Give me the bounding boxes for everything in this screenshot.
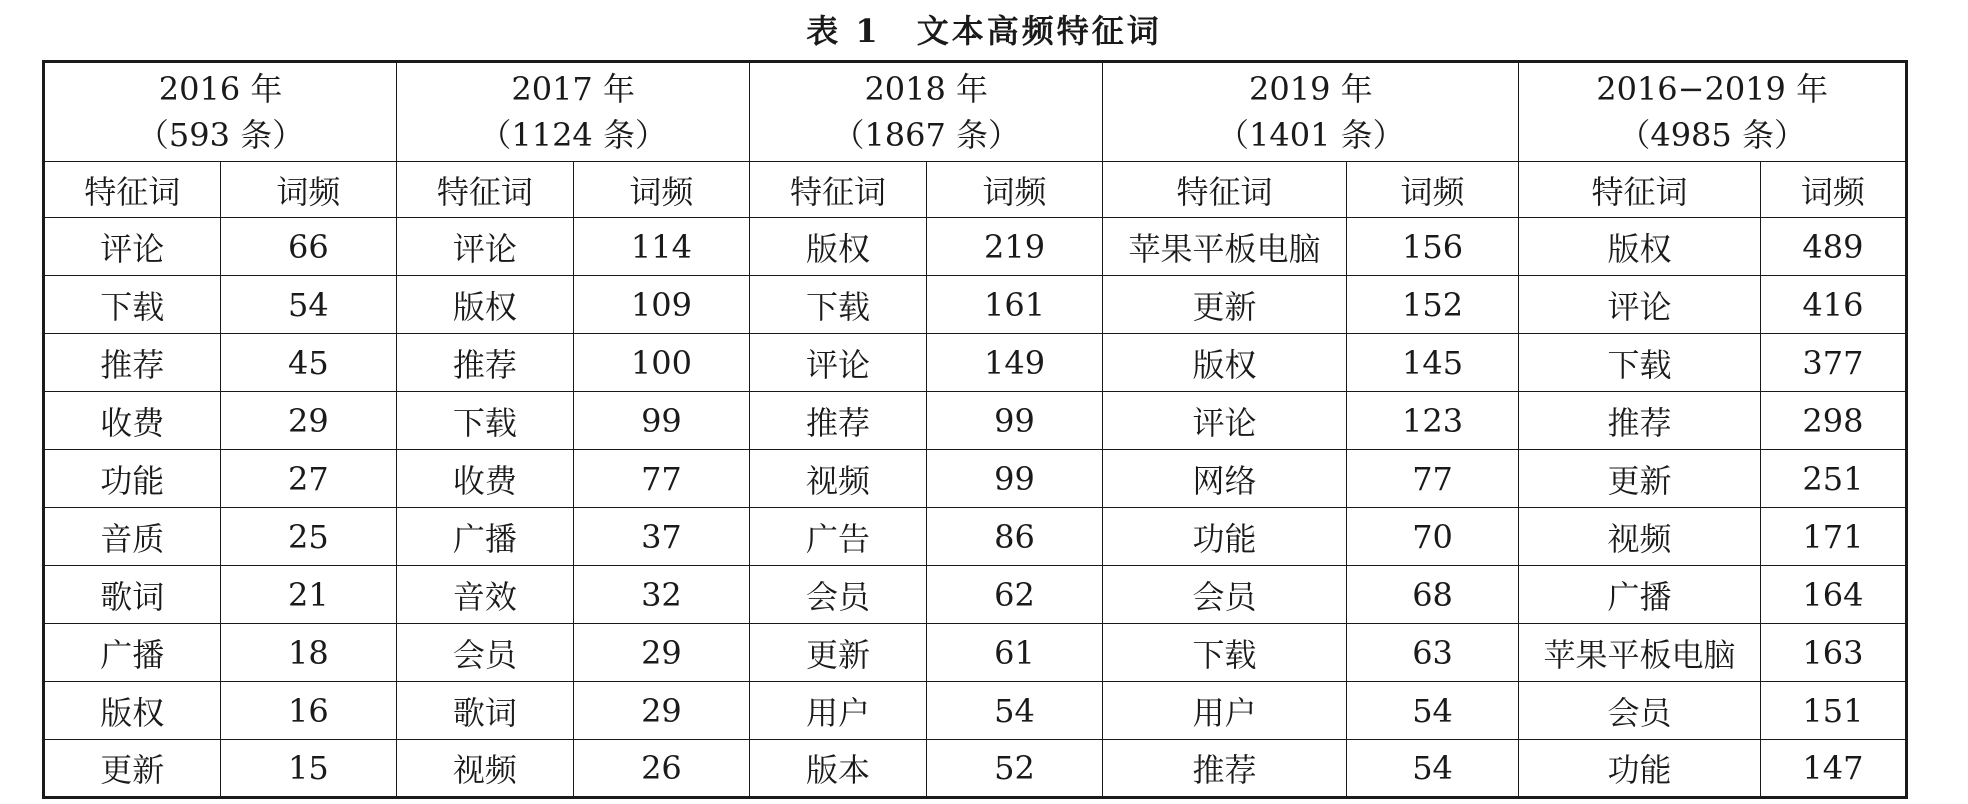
frequency-cell: 15 bbox=[220, 740, 397, 798]
frequency-cell: 52 bbox=[926, 740, 1103, 798]
feature-word-cell: 评论 bbox=[44, 218, 221, 276]
feature-word-cell: 推荐 bbox=[1103, 740, 1347, 798]
frequency-cell: 54 bbox=[926, 682, 1103, 740]
feature-word-cell: 更新 bbox=[1519, 450, 1760, 508]
feature-word-cell: 评论 bbox=[1103, 392, 1347, 450]
table-row bbox=[44, 276, 1907, 334]
feature-word-cell: 会员 bbox=[1103, 566, 1347, 624]
feature-word-cell: 视频 bbox=[1519, 508, 1760, 566]
frequency-cell: 114 bbox=[573, 218, 750, 276]
frequency-cell: 29 bbox=[220, 392, 397, 450]
frequency-cell: 18 bbox=[220, 624, 397, 682]
feature-word-cell: 音效 bbox=[397, 566, 574, 624]
frequency-cell: 86 bbox=[926, 508, 1103, 566]
feature-word-cell: 更新 bbox=[750, 624, 927, 682]
feature-word-cell: 功能 bbox=[1103, 508, 1347, 566]
frequency-cell: 251 bbox=[1760, 450, 1906, 508]
feature-word-cell: 苹果平板电脑 bbox=[1519, 624, 1760, 682]
frequency-cell: 61 bbox=[926, 624, 1103, 682]
frequency-cell: 68 bbox=[1346, 566, 1518, 624]
feature-word-cell: 评论 bbox=[397, 218, 574, 276]
table-row bbox=[44, 450, 1907, 508]
table-body bbox=[44, 218, 1907, 798]
year-header bbox=[1519, 62, 1907, 162]
table-row bbox=[44, 218, 1907, 276]
feature-word-header: 特征词 bbox=[750, 162, 927, 218]
feature-word-cell: 下载 bbox=[44, 276, 221, 334]
frequency-cell: 152 bbox=[1346, 276, 1518, 334]
feature-word-cell: 下载 bbox=[1103, 624, 1347, 682]
feature-word-cell: 版权 bbox=[1103, 334, 1347, 392]
feature-word-cell: 推荐 bbox=[750, 392, 927, 450]
table-title: 文本高频特征词 bbox=[916, 12, 1162, 50]
feature-word-cell: 推荐 bbox=[44, 334, 221, 392]
table-row bbox=[44, 624, 1907, 682]
record-count: （1401 条） bbox=[1216, 116, 1405, 154]
frequency-cell: 63 bbox=[1346, 624, 1518, 682]
frequency-cell: 21 bbox=[220, 566, 397, 624]
frequency-cell: 163 bbox=[1760, 624, 1906, 682]
frequency-header: 词频 bbox=[926, 162, 1103, 218]
table-row bbox=[44, 508, 1907, 566]
frequency-cell: 62 bbox=[926, 566, 1103, 624]
record-count: （1867 条） bbox=[832, 116, 1021, 154]
year-label: 2016−2019 年 bbox=[1596, 70, 1829, 108]
feature-word-cell: 收费 bbox=[44, 392, 221, 450]
table-row bbox=[44, 682, 1907, 740]
frequency-cell: 29 bbox=[573, 682, 750, 740]
feature-word-cell: 推荐 bbox=[397, 334, 574, 392]
table-row bbox=[44, 566, 1907, 624]
feature-word-cell: 版权 bbox=[44, 682, 221, 740]
frequency-cell: 66 bbox=[220, 218, 397, 276]
feature-word-cell: 用户 bbox=[1103, 682, 1347, 740]
feature-word-cell: 推荐 bbox=[1519, 392, 1760, 450]
frequency-cell: 37 bbox=[573, 508, 750, 566]
frequency-cell: 123 bbox=[1346, 392, 1518, 450]
feature-word-cell: 更新 bbox=[44, 740, 221, 798]
table-number: 表 1 bbox=[806, 12, 881, 50]
feature-word-cell: 功能 bbox=[44, 450, 221, 508]
feature-word-cell: 广播 bbox=[44, 624, 221, 682]
feature-word-cell: 版本 bbox=[750, 740, 927, 798]
frequency-header: 词频 bbox=[573, 162, 750, 218]
feature-word-table bbox=[42, 60, 1908, 799]
feature-word-cell: 评论 bbox=[1519, 276, 1760, 334]
frequency-cell: 54 bbox=[220, 276, 397, 334]
frequency-cell: 99 bbox=[926, 392, 1103, 450]
frequency-cell: 109 bbox=[573, 276, 750, 334]
frequency-cell: 26 bbox=[573, 740, 750, 798]
feature-word-cell: 视频 bbox=[750, 450, 927, 508]
frequency-cell: 25 bbox=[220, 508, 397, 566]
frequency-cell: 70 bbox=[1346, 508, 1518, 566]
feature-word-cell: 版权 bbox=[397, 276, 574, 334]
frequency-cell: 16 bbox=[220, 682, 397, 740]
feature-word-cell: 广播 bbox=[397, 508, 574, 566]
feature-word-cell: 评论 bbox=[750, 334, 927, 392]
frequency-cell: 149 bbox=[926, 334, 1103, 392]
frequency-cell: 416 bbox=[1760, 276, 1906, 334]
frequency-cell: 161 bbox=[926, 276, 1103, 334]
feature-word-header: 特征词 bbox=[1103, 162, 1347, 218]
feature-word-header: 特征词 bbox=[44, 162, 221, 218]
feature-word-cell: 歌词 bbox=[397, 682, 574, 740]
record-count: （593 条） bbox=[136, 116, 305, 154]
frequency-cell: 171 bbox=[1760, 508, 1906, 566]
year-header bbox=[397, 62, 750, 162]
year-label: 2018 年 bbox=[864, 70, 989, 108]
feature-word-cell: 更新 bbox=[1103, 276, 1347, 334]
year-header bbox=[44, 62, 397, 162]
frequency-cell: 45 bbox=[220, 334, 397, 392]
feature-word-cell: 会员 bbox=[397, 624, 574, 682]
feature-word-cell: 会员 bbox=[750, 566, 927, 624]
record-count: （4985 条） bbox=[1618, 116, 1806, 154]
feature-word-cell: 音质 bbox=[44, 508, 221, 566]
record-count: （1124 条） bbox=[479, 116, 667, 154]
frequency-cell: 145 bbox=[1346, 334, 1518, 392]
feature-word-cell: 功能 bbox=[1519, 740, 1760, 798]
frequency-cell: 77 bbox=[573, 450, 750, 508]
frequency-cell: 298 bbox=[1760, 392, 1906, 450]
frequency-cell: 151 bbox=[1760, 682, 1906, 740]
column-header-row bbox=[44, 162, 1907, 218]
feature-word-cell: 苹果平板电脑 bbox=[1103, 218, 1347, 276]
feature-word-header: 特征词 bbox=[397, 162, 574, 218]
feature-word-cell: 广播 bbox=[1519, 566, 1760, 624]
feature-word-cell: 下载 bbox=[397, 392, 574, 450]
year-header bbox=[1103, 62, 1519, 162]
frequency-cell: 32 bbox=[573, 566, 750, 624]
feature-word-cell: 用户 bbox=[750, 682, 927, 740]
frequency-cell: 147 bbox=[1760, 740, 1906, 798]
table-row bbox=[44, 740, 1907, 798]
feature-word-cell: 下载 bbox=[1519, 334, 1760, 392]
feature-word-cell: 广告 bbox=[750, 508, 927, 566]
frequency-cell: 99 bbox=[573, 392, 750, 450]
frequency-header: 词频 bbox=[1760, 162, 1906, 218]
feature-word-cell: 网络 bbox=[1103, 450, 1347, 508]
feature-word-cell: 收费 bbox=[397, 450, 574, 508]
year-header bbox=[750, 62, 1103, 162]
year-label: 2019 年 bbox=[1248, 70, 1373, 108]
frequency-cell: 54 bbox=[1346, 682, 1518, 740]
feature-word-cell: 视频 bbox=[397, 740, 574, 798]
frequency-cell: 377 bbox=[1760, 334, 1906, 392]
frequency-cell: 77 bbox=[1346, 450, 1518, 508]
feature-word-header: 特征词 bbox=[1519, 162, 1760, 218]
table-caption bbox=[0, 6, 1968, 52]
frequency-cell: 27 bbox=[220, 450, 397, 508]
table-row bbox=[44, 392, 1907, 450]
year-label: 2016 年 bbox=[158, 70, 283, 108]
frequency-header: 词频 bbox=[220, 162, 397, 218]
frequency-cell: 100 bbox=[573, 334, 750, 392]
frequency-cell: 99 bbox=[926, 450, 1103, 508]
year-label: 2017 年 bbox=[511, 70, 635, 108]
feature-word-cell: 下载 bbox=[750, 276, 927, 334]
frequency-cell: 54 bbox=[1346, 740, 1518, 798]
frequency-cell: 164 bbox=[1760, 566, 1906, 624]
year-header-row bbox=[44, 62, 1907, 162]
feature-word-cell: 版权 bbox=[1519, 218, 1760, 276]
frequency-cell: 29 bbox=[573, 624, 750, 682]
feature-word-cell: 会员 bbox=[1519, 682, 1760, 740]
frequency-header: 词频 bbox=[1346, 162, 1518, 218]
frequency-cell: 489 bbox=[1760, 218, 1906, 276]
feature-word-cell: 歌词 bbox=[44, 566, 221, 624]
table-row bbox=[44, 334, 1907, 392]
frequency-cell: 156 bbox=[1346, 218, 1518, 276]
frequency-cell: 219 bbox=[926, 218, 1103, 276]
feature-word-cell: 版权 bbox=[750, 218, 927, 276]
